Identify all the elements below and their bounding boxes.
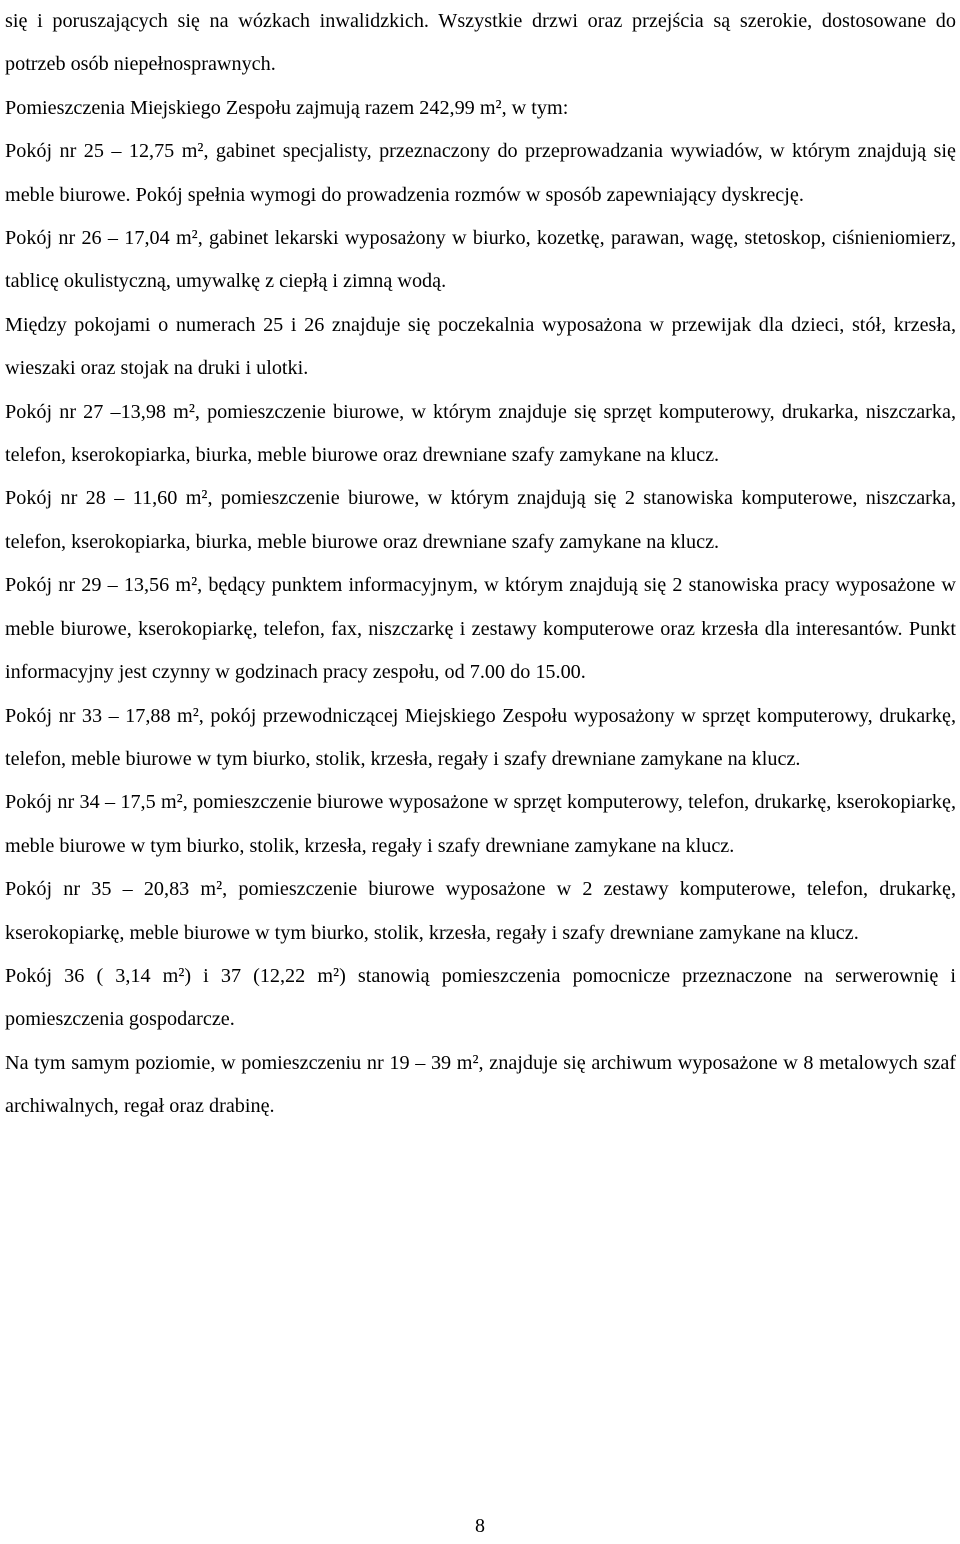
page-number: 8 — [475, 1515, 485, 1537]
paragraph-room-25: Pokój nr 25 – 12,75 m², gabinet specjalisty, przeznaczony do przeprowadzania wywiadów, w którym znajdują się meble biurowe. Pokój spełnia wymogi do prowadzenia rozmów w sposób zapewniający dyskrecję. — [5, 140, 956, 206]
paragraph-archive: Na tym samym poziomie, w pomieszczeniu nr 19 – 39 m², znajduje się archiwum wyposażone w 8 metalowych szaf archiwalnych, regał oraz drabinę. — [5, 1051, 956, 1118]
paragraph-room-35: Pokój nr 35 – 20,83 m², pomieszczenie biurowe wyposażone w 2 zestawy komputerowe, telefon, drukarkę, kserokopiarkę, meble biurowe w tym biurko, stolik, krzesła, regały i szafy drewniane zamykane na klucz. — [5, 878, 956, 944]
paragraph-accessibility: się i poruszających się na wózkach inwalidzkich. Wszystkie drzwi oraz przejścia są szerokie, dostosowane do potrzeb osób niepełnosprawnych. — [5, 10, 956, 76]
paragraph-waiting-room: Między pokojami o numerach 25 i 26 znajduje się poczekalnia wyposażona w przewijak dla dzieci, stół, krzesła, wieszaki oraz stojak na druki i ulotki. — [5, 313, 956, 380]
paragraph-room-33: Pokój nr 33 – 17,88 m², pokój przewodniczącej Miejskiego Zespołu wyposażony w sprzęt komputerowy, drukarkę, telefon, meble biurowe w tym biurko, stolik, krzesła, regały i szafy drewniane zamykane na klucz. — [5, 704, 956, 770]
paragraph-room-27: Pokój nr 27 –13,98 m², pomieszczenie biurowe, w którym znajduje się sprzęt komputerowy, drukarka, niszczarka, telefon, kserokopiarka, biurka, meble biurowe oraz drewniane szafy zamykane na klucz. — [5, 400, 956, 467]
paragraph-room-26: Pokój nr 26 – 17,04 m², gabinet lekarski wyposażony w biurko, kozetkę, parawan, wagę, stetoskop, ciśnieniomierz, tablicę okulistyczną, umywalkę z ciepłą i zimną wodą. — [5, 227, 956, 293]
paragraph-room-34: Pokój nr 34 – 17,5 m², pomieszczenie biurowe wyposażone w sprzęt komputerowy, telefon, drukarkę, kserokopiarkę, meble biurowe w tym biurko, stolik, krzesła, regały i szafy drewniane zamykane na klucz. — [5, 791, 956, 857]
document-body — [5, 0, 956, 1129]
paragraph-total-area: Pomieszczenia Miejskiego Zespołu zajmują razem 242,99 m², w tym: — [5, 96, 569, 119]
paragraph-rooms-36-37: Pokój 36 ( 3,14 m²) i 37 (12,22 m²) stanowią pomieszczenia pomocnicze przeznaczone na serwerownię i pomieszczenia gospodarcze. — [5, 964, 956, 1031]
paragraph-room-29: Pokój nr 29 – 13,56 m², będący punktem informacyjnym, w którym znajdują się 2 stanowiska pracy wyposażone w meble biurowe, kserokopiarkę, telefon, fax, niszczarkę i zestawy komputerowe oraz krzesła dla interesantów. Punkt informacyjny jest czynny w godzinach pracy zespołu, od 7.00 do 15.00. — [5, 574, 956, 684]
paragraph-room-28: Pokój nr 28 – 11,60 m², pomieszczenie biurowe, w którym znajdują się 2 stanowiska komputerowe, niszczarka, telefon, kserokopiarka, biurka, meble biurowe oraz drewniane szafy zamykane na klucz. — [5, 487, 956, 553]
